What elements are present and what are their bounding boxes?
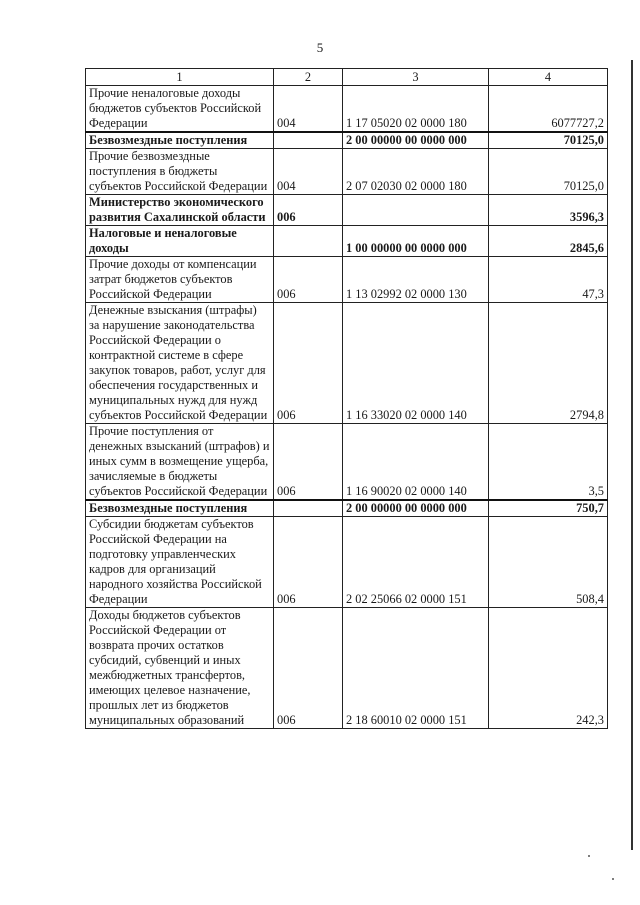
scan-edge-line — [631, 60, 633, 850]
row-name: Министерство экономического развития Сахалинской области — [86, 195, 274, 226]
row-name: Субсидии бюджетам субъектов Российской Федерации на подготовку управленческих кадров для организаций народного хозяйства Российской Федерации — [86, 517, 274, 608]
row-amount: 3596,3 — [489, 195, 608, 226]
row-name: Денежные взыскания (штрафы) за нарушение законодательства Российской Федерации о контрактной системе в сфере закупок товаров, работ, услуг для обеспечения государственных и муниципальных нужд для нужд субъектов Российской Федерации — [86, 303, 274, 424]
row-amount: 70125,0 — [489, 149, 608, 195]
row-name: Прочие доходы от компенсации затрат бюджетов субъектов Российской Федерации — [86, 257, 274, 303]
column-header-4: 4 — [489, 69, 608, 86]
row-code — [274, 132, 343, 149]
scan-speck — [612, 878, 614, 880]
row-kbk: 1 13 02992 02 0000 130 — [343, 257, 489, 303]
table-header-row — [86, 69, 608, 86]
row-kbk: 1 16 33020 02 0000 140 — [343, 303, 489, 424]
row-name: Прочие безвозмездные поступления в бюджеты субъектов Российской Федерации — [86, 149, 274, 195]
row-code: 006 — [274, 608, 343, 729]
column-header-1: 1 — [86, 69, 274, 86]
table-row — [86, 226, 608, 257]
table-row — [86, 303, 608, 424]
row-kbk: 1 16 90020 02 0000 140 — [343, 424, 489, 501]
row-code: 006 — [274, 424, 343, 501]
scan-speck — [588, 855, 590, 857]
table-row — [86, 86, 608, 133]
row-code: 006 — [274, 257, 343, 303]
table-row — [86, 517, 608, 608]
row-code — [274, 500, 343, 517]
row-kbk: 1 00 00000 00 0000 000 — [343, 226, 489, 257]
table-row — [86, 257, 608, 303]
column-header-3: 3 — [343, 69, 489, 86]
row-name: Прочие поступления от денежных взысканий (штрафов) и иных сумм в возмещение ущерба, зачисляемые в бюджеты субъектов Российской Федерации — [86, 424, 274, 501]
column-header-2: 2 — [274, 69, 343, 86]
row-amount: 70125,0 — [489, 132, 608, 149]
row-kbk — [343, 195, 489, 226]
row-name: Безвозмездные поступления — [86, 500, 274, 517]
row-kbk: 2 00 00000 00 0000 000 — [343, 132, 489, 149]
table-row — [86, 500, 608, 517]
row-code: 004 — [274, 86, 343, 133]
page-number: 5 — [316, 40, 324, 55]
table-row — [86, 608, 608, 729]
row-name: Налоговые и неналоговые доходы — [86, 226, 274, 257]
row-code: 006 — [274, 303, 343, 424]
row-kbk: 1 17 05020 02 0000 180 — [343, 86, 489, 133]
row-name: Безвозмездные поступления — [86, 132, 274, 149]
row-kbk: 2 18 60010 02 0000 151 — [343, 608, 489, 729]
table-row — [86, 132, 608, 149]
row-amount: 2794,8 — [489, 303, 608, 424]
row-code: 006 — [274, 195, 343, 226]
row-amount: 508,4 — [489, 517, 608, 608]
row-kbk: 2 07 02030 02 0000 180 — [343, 149, 489, 195]
row-name: Прочие неналоговые доходы бюджетов субъектов Российской Федерации — [86, 86, 274, 133]
row-amount: 2845,6 — [489, 226, 608, 257]
table-row — [86, 424, 608, 501]
row-amount: 242,3 — [489, 608, 608, 729]
row-code — [274, 226, 343, 257]
row-amount: 3,5 — [489, 424, 608, 501]
row-code: 004 — [274, 149, 343, 195]
table-row — [86, 195, 608, 226]
revenue-table — [85, 68, 608, 729]
row-kbk: 2 02 25066 02 0000 151 — [343, 517, 489, 608]
row-code: 006 — [274, 517, 343, 608]
row-amount: 6077727,2 — [489, 86, 608, 133]
row-kbk: 2 00 00000 00 0000 000 — [343, 500, 489, 517]
row-amount: 750,7 — [489, 500, 608, 517]
row-amount: 47,3 — [489, 257, 608, 303]
row-name: Доходы бюджетов субъектов Российской Федерации от возврата прочих остатков субсидий, субвенций и иных межбюджетных трансфертов, имеющих целевое назначение, прошлых лет из бюджетов муниципальных образований — [86, 608, 274, 729]
table-row — [86, 149, 608, 195]
